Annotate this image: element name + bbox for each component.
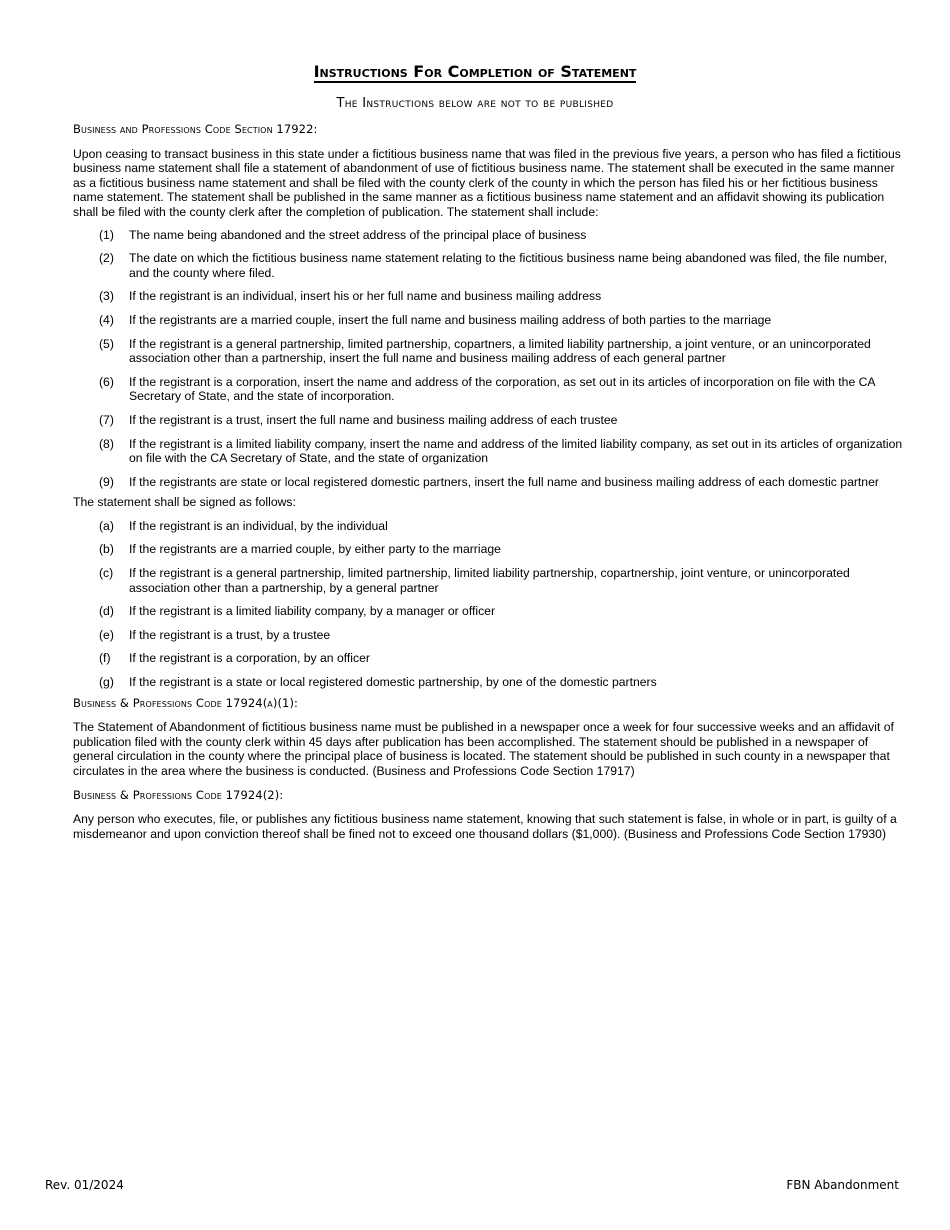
list-item-number: (9) bbox=[99, 474, 114, 489]
section-17922-intro: Upon ceasing to transact business in this state under a fictitious business name that was filed in the previous five years, a person who has filed a fictitious business name statement shall file a statement of abandonment of use of fictitious business name. The statement shall be executed in the same manner as a fictitious business name statement and shall be filed with the county clerk of the county in which the person has filed his or her fictitious business name statement. The statement shall be published in the same manner as a fictitious business name statement and an affidavit showing its publication shall be filed with the county clerk after the completion of publication. The statement shall include: bbox=[73, 146, 901, 219]
section-heading-17924a1: Business & Professions Code 17924(a)(1): bbox=[73, 695, 299, 710]
list-item bbox=[73, 313, 909, 328]
list-item-text: If the registrant is a trust, insert the full name and business mailing address of each trustee bbox=[129, 412, 618, 427]
list-item-text: If the registrant is an individual, by the individual bbox=[129, 518, 388, 533]
signature-intro: The statement shall be signed as follows: bbox=[73, 495, 296, 510]
section-heading-17924-2: Business & Professions Code 17924(2): bbox=[73, 787, 284, 802]
list-item-letter: (d) bbox=[99, 604, 114, 619]
list-item-letter: (a) bbox=[99, 518, 114, 533]
list-item-number: (6) bbox=[99, 374, 114, 389]
list-item-letter: (e) bbox=[99, 627, 114, 642]
list-item-letter: (c) bbox=[99, 566, 114, 581]
list-item-text: If the registrant is a limited liability company, by a manager or officer bbox=[129, 604, 496, 619]
list-item-number: (5) bbox=[99, 336, 114, 351]
page-title-text: Instructions For Completion of Statement bbox=[313, 62, 637, 81]
list-item bbox=[73, 413, 909, 428]
list-item bbox=[73, 289, 909, 304]
list-item bbox=[73, 566, 909, 595]
revision-label: Rev. 01/2024 bbox=[45, 1178, 124, 1192]
list-item-text: The date on which the fictitious business name statement relating to the fictitious business name being abandoned was filed, the file number, and the county where filed. bbox=[129, 251, 888, 280]
list-item bbox=[73, 251, 909, 280]
list-item-text: If the registrant is a corporation, by an officer bbox=[129, 651, 370, 666]
list-item bbox=[73, 542, 909, 557]
list-item bbox=[73, 475, 909, 490]
list-item-text: If the registrants are a married couple, insert the full name and business mailing address of both parties to the marriage bbox=[129, 312, 772, 327]
list-item bbox=[73, 604, 909, 619]
page-subtitle: The Instructions below are not to be published bbox=[336, 96, 614, 111]
list-item-number: (4) bbox=[99, 312, 114, 327]
statement-contents-list bbox=[73, 228, 909, 490]
list-item bbox=[73, 437, 909, 466]
list-item-text: If the registrant is an individual, insert his or her full name and business mailing address bbox=[129, 289, 602, 304]
list-item-text: If the registrant is a general partnership, limited partnership, limited liability partnership, copartnership, joint venture, or unincorporated association other than a partnership, by a general partner bbox=[129, 566, 850, 595]
list-item-number: (7) bbox=[99, 412, 114, 427]
list-item bbox=[73, 519, 909, 534]
list-item bbox=[73, 337, 909, 366]
page-title bbox=[0, 62, 950, 81]
list-item-text: If the registrants are state or local registered domestic partners, insert the full name and business mailing address of each domestic partner bbox=[129, 474, 879, 489]
section-17924-2-text: Any person who executes, file, or publishes any fictitious business name statement, knowing that such statement is false, in whole or in part, is guilty of a misdemeanor and upon conviction thereof shall be fined not to exceed one thousand dollars ($1,000). (Business and Professions Code Section 17930) bbox=[73, 812, 897, 841]
document-body bbox=[73, 122, 909, 849]
list-item-letter: (f) bbox=[99, 651, 111, 666]
list-item-number: (3) bbox=[99, 289, 114, 304]
list-item bbox=[73, 375, 909, 404]
list-item bbox=[73, 651, 909, 666]
list-item-number: (1) bbox=[99, 227, 114, 242]
list-item-letter: (b) bbox=[99, 542, 114, 557]
section-heading-17922: Business and Professions Code Section 17922: bbox=[73, 122, 318, 136]
signature-rules-list bbox=[73, 519, 909, 690]
list-item bbox=[73, 675, 909, 690]
list-item-number: (8) bbox=[99, 436, 114, 451]
form-name-label: FBN Abandonment bbox=[786, 1178, 899, 1192]
list-item-text: The name being abandoned and the street address of the principal place of business bbox=[129, 227, 587, 242]
list-item-letter: (g) bbox=[99, 675, 114, 690]
list-item-text: If the registrant is a general partnership, limited partnership, copartners, a limited liability partnership, a joint venture, or an unincorporated association other than a partnership, insert the full name and business mailing address of each general partner bbox=[129, 336, 871, 366]
section-17924a1-text: The Statement of Abandonment of fictitious business name must be published in a newspaper once a week for four successive weeks and an affidavit of publication filed with the county clerk within 45 days after publication has been accomplished. The statement should be published in a newspaper of general circulation in the county where the principal place of business is located. The statement should be published in such county in a newspaper that circulates in the area where the business is conducted. (Business and Professions Code Section 17917) bbox=[73, 720, 894, 778]
list-item-number: (2) bbox=[99, 251, 114, 266]
list-item-text: If the registrant is a trust, by a trustee bbox=[129, 627, 331, 642]
list-item-text: If the registrant is a corporation, insert the name and address of the corporation, as set out in its articles of incorporation on file with the CA Secretary of State, and the state of incorporation. bbox=[129, 374, 875, 404]
list-item-text: If the registrant is a limited liability company, insert the name and address of the limited liability company, as set out in its articles of organization on file with the CA Secretary of State, and the state of organization bbox=[129, 436, 903, 466]
list-item bbox=[73, 228, 909, 243]
list-item bbox=[73, 628, 909, 643]
list-item-text: If the registrant is a state or local registered domestic partnership, by one of the domestic partners bbox=[129, 675, 657, 690]
list-item-text: If the registrants are a married couple, by either party to the marriage bbox=[129, 542, 501, 557]
